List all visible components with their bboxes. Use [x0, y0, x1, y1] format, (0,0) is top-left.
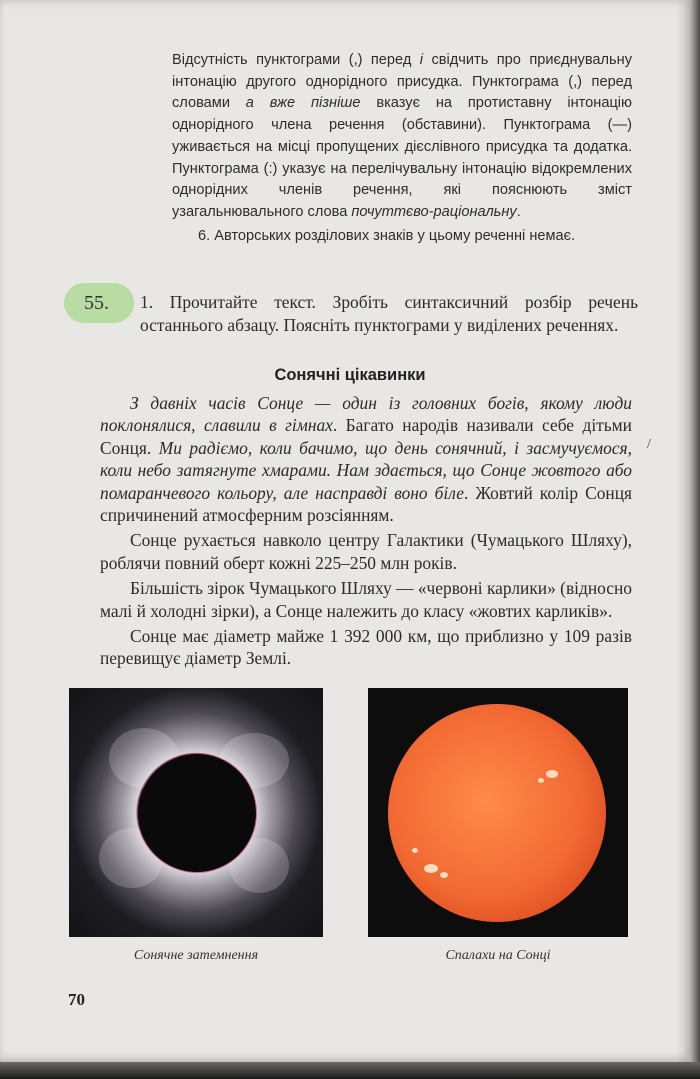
caption-eclipse: Сонячне затемнення: [133, 948, 259, 963]
answer-italic: а вже пізніше: [245, 95, 361, 112]
plain-text: . Багато народів називали себе дітьми Сонця.: [100, 415, 632, 458]
exercise-task: 1. Прочитайте текст. Зробіть синтаксичний розбір речень останнього абзацу. Поясніть пунктограми у виділених реченнях.: [140, 292, 638, 335]
moon-disc: [138, 754, 256, 872]
solar-eclipse-photo: [69, 688, 323, 937]
answer-italic: почуттєво-раціональну: [351, 203, 517, 220]
book-spine-shadow: [690, 0, 700, 1079]
page-bottom-edge: [0, 1062, 700, 1079]
answer-text: вказує на протиставну інтонацію однорідного члена речення (обставини). Пунктограма (—) уживається на місці пропущених дієслівного присудка та додатка. Пунктограма (:) указує на перелічувальну інтонацію відокремлених однорідних членів речення, які пояснюють зміст узагальнювального слова: [172, 95, 632, 220]
article-paragraph-4: Сонце має діаметр майже 1 392 000 км, що приблизно у 109 разів перевищує діаметр Землі.: [100, 626, 632, 669]
answer-item-6: 6. Авторських розділових знаків у цьому реченні немає.: [198, 227, 576, 244]
caption-flares: Спалахи на Сонці: [445, 948, 551, 963]
article-paragraph-2: Сонце рухається навколо центру Галактики (Чумацького Шляху), роблячи повний оберт кожні 225–250 млн років.: [100, 530, 632, 573]
highlighted-sentence: З давніх часів Сонце — один із головних богів, якому люди поклонялися, славили в гімнах: [100, 393, 632, 436]
answer-text: свідчить про приєднувальну інтонацію другого однорідного присудка. Пунктограма (,) перед словами: [172, 52, 632, 112]
article-title: Сонячні цікавинки: [274, 366, 426, 384]
answer-text: .: [516, 203, 521, 220]
margin-mark: /: [647, 437, 651, 452]
answer-text: Відсутність пунктограми (,) перед: [172, 52, 420, 68]
plain-text: . Жовтий колір Сонця спричинений атмосферним розсіянням.: [100, 482, 633, 526]
solar-flares-photo: [368, 688, 628, 937]
article-text: [100, 392, 632, 673]
article-paragraph-1: [100, 392, 632, 526]
article-paragraph-3: Більшість зірок Чумацького Шляху — «червоні карлики» (відносно малі й холодні зірки), а Сонце належить до класу «жовтих карликів».: [100, 578, 632, 621]
answer-block: [172, 50, 632, 247]
exercise-number-badge: 55.: [64, 283, 134, 323]
answer-paragraph: [172, 50, 632, 224]
sun-disc: [388, 704, 606, 922]
highlighted-sentence: Ми радіємо, коли бачимо, що день сонячний, і засмучуємося, коли небо затягнуте хмарами. Нам здається, що Сонце жовтого або помаранчевого кольору, але насправді воно біле: [100, 437, 632, 503]
page-number: 70: [68, 990, 85, 1009]
answer-italic: і: [419, 52, 424, 68]
